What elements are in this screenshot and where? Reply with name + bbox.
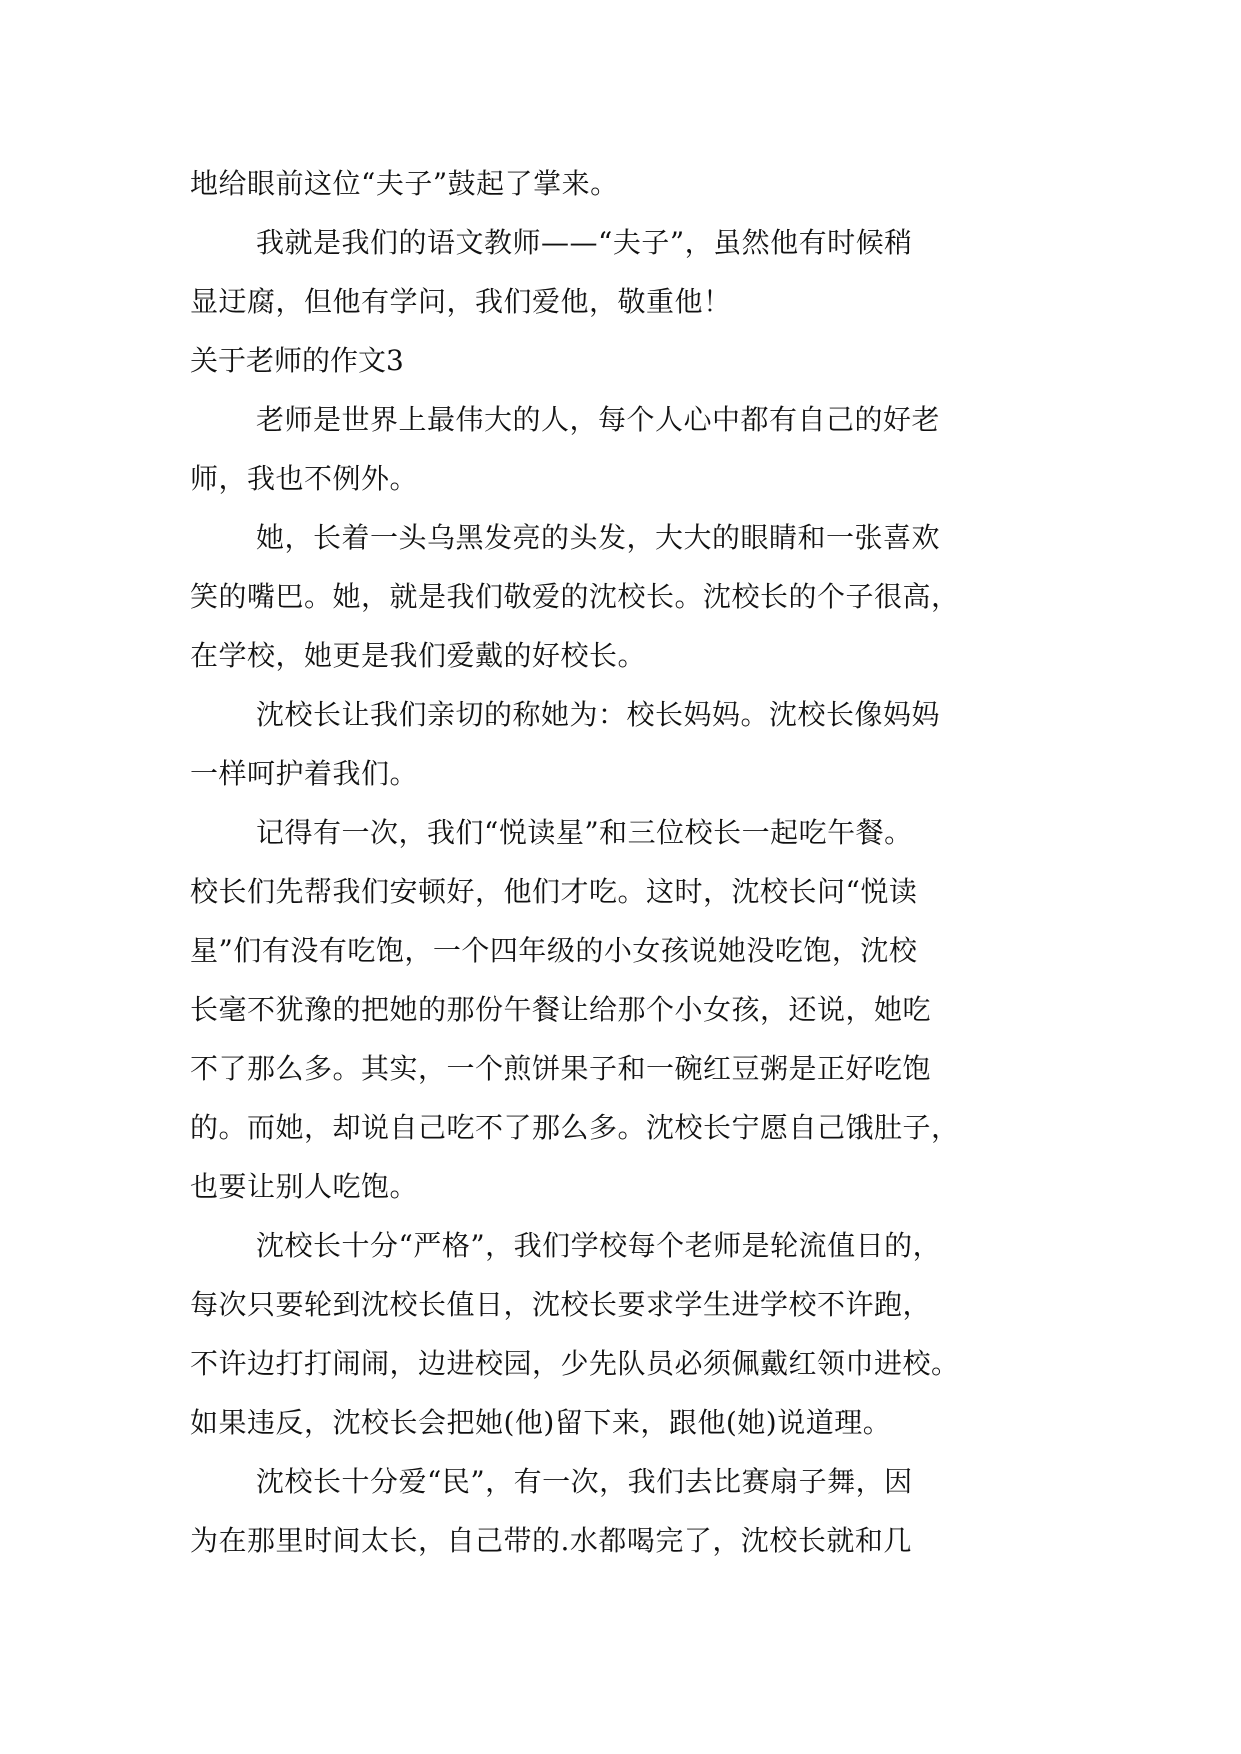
text-line: 长毫不犹豫的把她的那份午餐让给那个小女孩，还说，她吃 [190,993,932,1026]
text-line: 不了那么多。其实，一个煎饼果子和一碗红豆粥是正好吃饱 [190,1052,932,1085]
text-line: 笑的嘴巴。她，就是我们敬爱的沈校长。沈校长的个子很高， [190,580,960,613]
text-line: 一样呵护着我们。 [190,757,419,790]
text-line: 为在那里时间太长，自己带的.水都喝完了，沈校长就和几 [190,1524,912,1557]
paragraph-start-line: 记得有一次，我们“悦读星”和三位校长一起吃午餐。 [256,816,913,849]
paragraph-start-line: 沈校长让我们亲切的称她为：校长妈妈。沈校长像妈妈 [256,698,941,731]
text-line: 如果违反，沈校长会把她(他)留下来，跟他(她)说道理。 [190,1406,892,1439]
text-line: 校长们先帮我们安顿好，他们才吃。这时，沈校长问“悦读 [190,875,918,908]
text-line: 不许边打打闹闹，边进校园，少先队员必须佩戴红领巾进校。 [190,1347,960,1380]
text-line: 在学校，她更是我们爱戴的好校长。 [190,639,647,672]
text-line: 地给眼前这位“夫子”鼓起了掌来。 [190,167,619,200]
document-body [190,154,1060,1570]
paragraph-start-line: 沈校长十分爱“民”，有一次，我们去比赛扇子舞，因 [256,1465,913,1498]
text-line: 每次只要轮到沈校长值日，沈校长要求学生进学校不许跑， [190,1288,932,1321]
essay-heading: 关于老师的作文3 [190,344,404,377]
text-line: 星”们有没有吃饱，一个四年级的小女孩说她没吃饱，沈校 [190,934,918,967]
paragraph-start-line: 她，长着一头乌黑发亮的头发，大大的眼睛和一张喜欢 [256,521,941,554]
text-line: 的。而她，却说自己吃不了那么多。沈校长宁愿自己饿肚子， [190,1111,960,1144]
text-line: 师，我也不例外。 [190,462,419,495]
text-line: 也要让别人吃饱。 [190,1170,419,1203]
paragraph-start-line: 老师是世界上最伟大的人，每个人心中都有自己的好老 [256,403,941,436]
paragraph-start-line: 沈校长十分“严格”，我们学校每个老师是轮流值日的， [256,1229,942,1262]
paragraph-start-line: 我就是我们的语文教师——“夫子”，虽然他有时候稍 [256,226,913,259]
text-line: 显迂腐，但他有学问，我们爱他，敬重他！ [190,285,732,318]
